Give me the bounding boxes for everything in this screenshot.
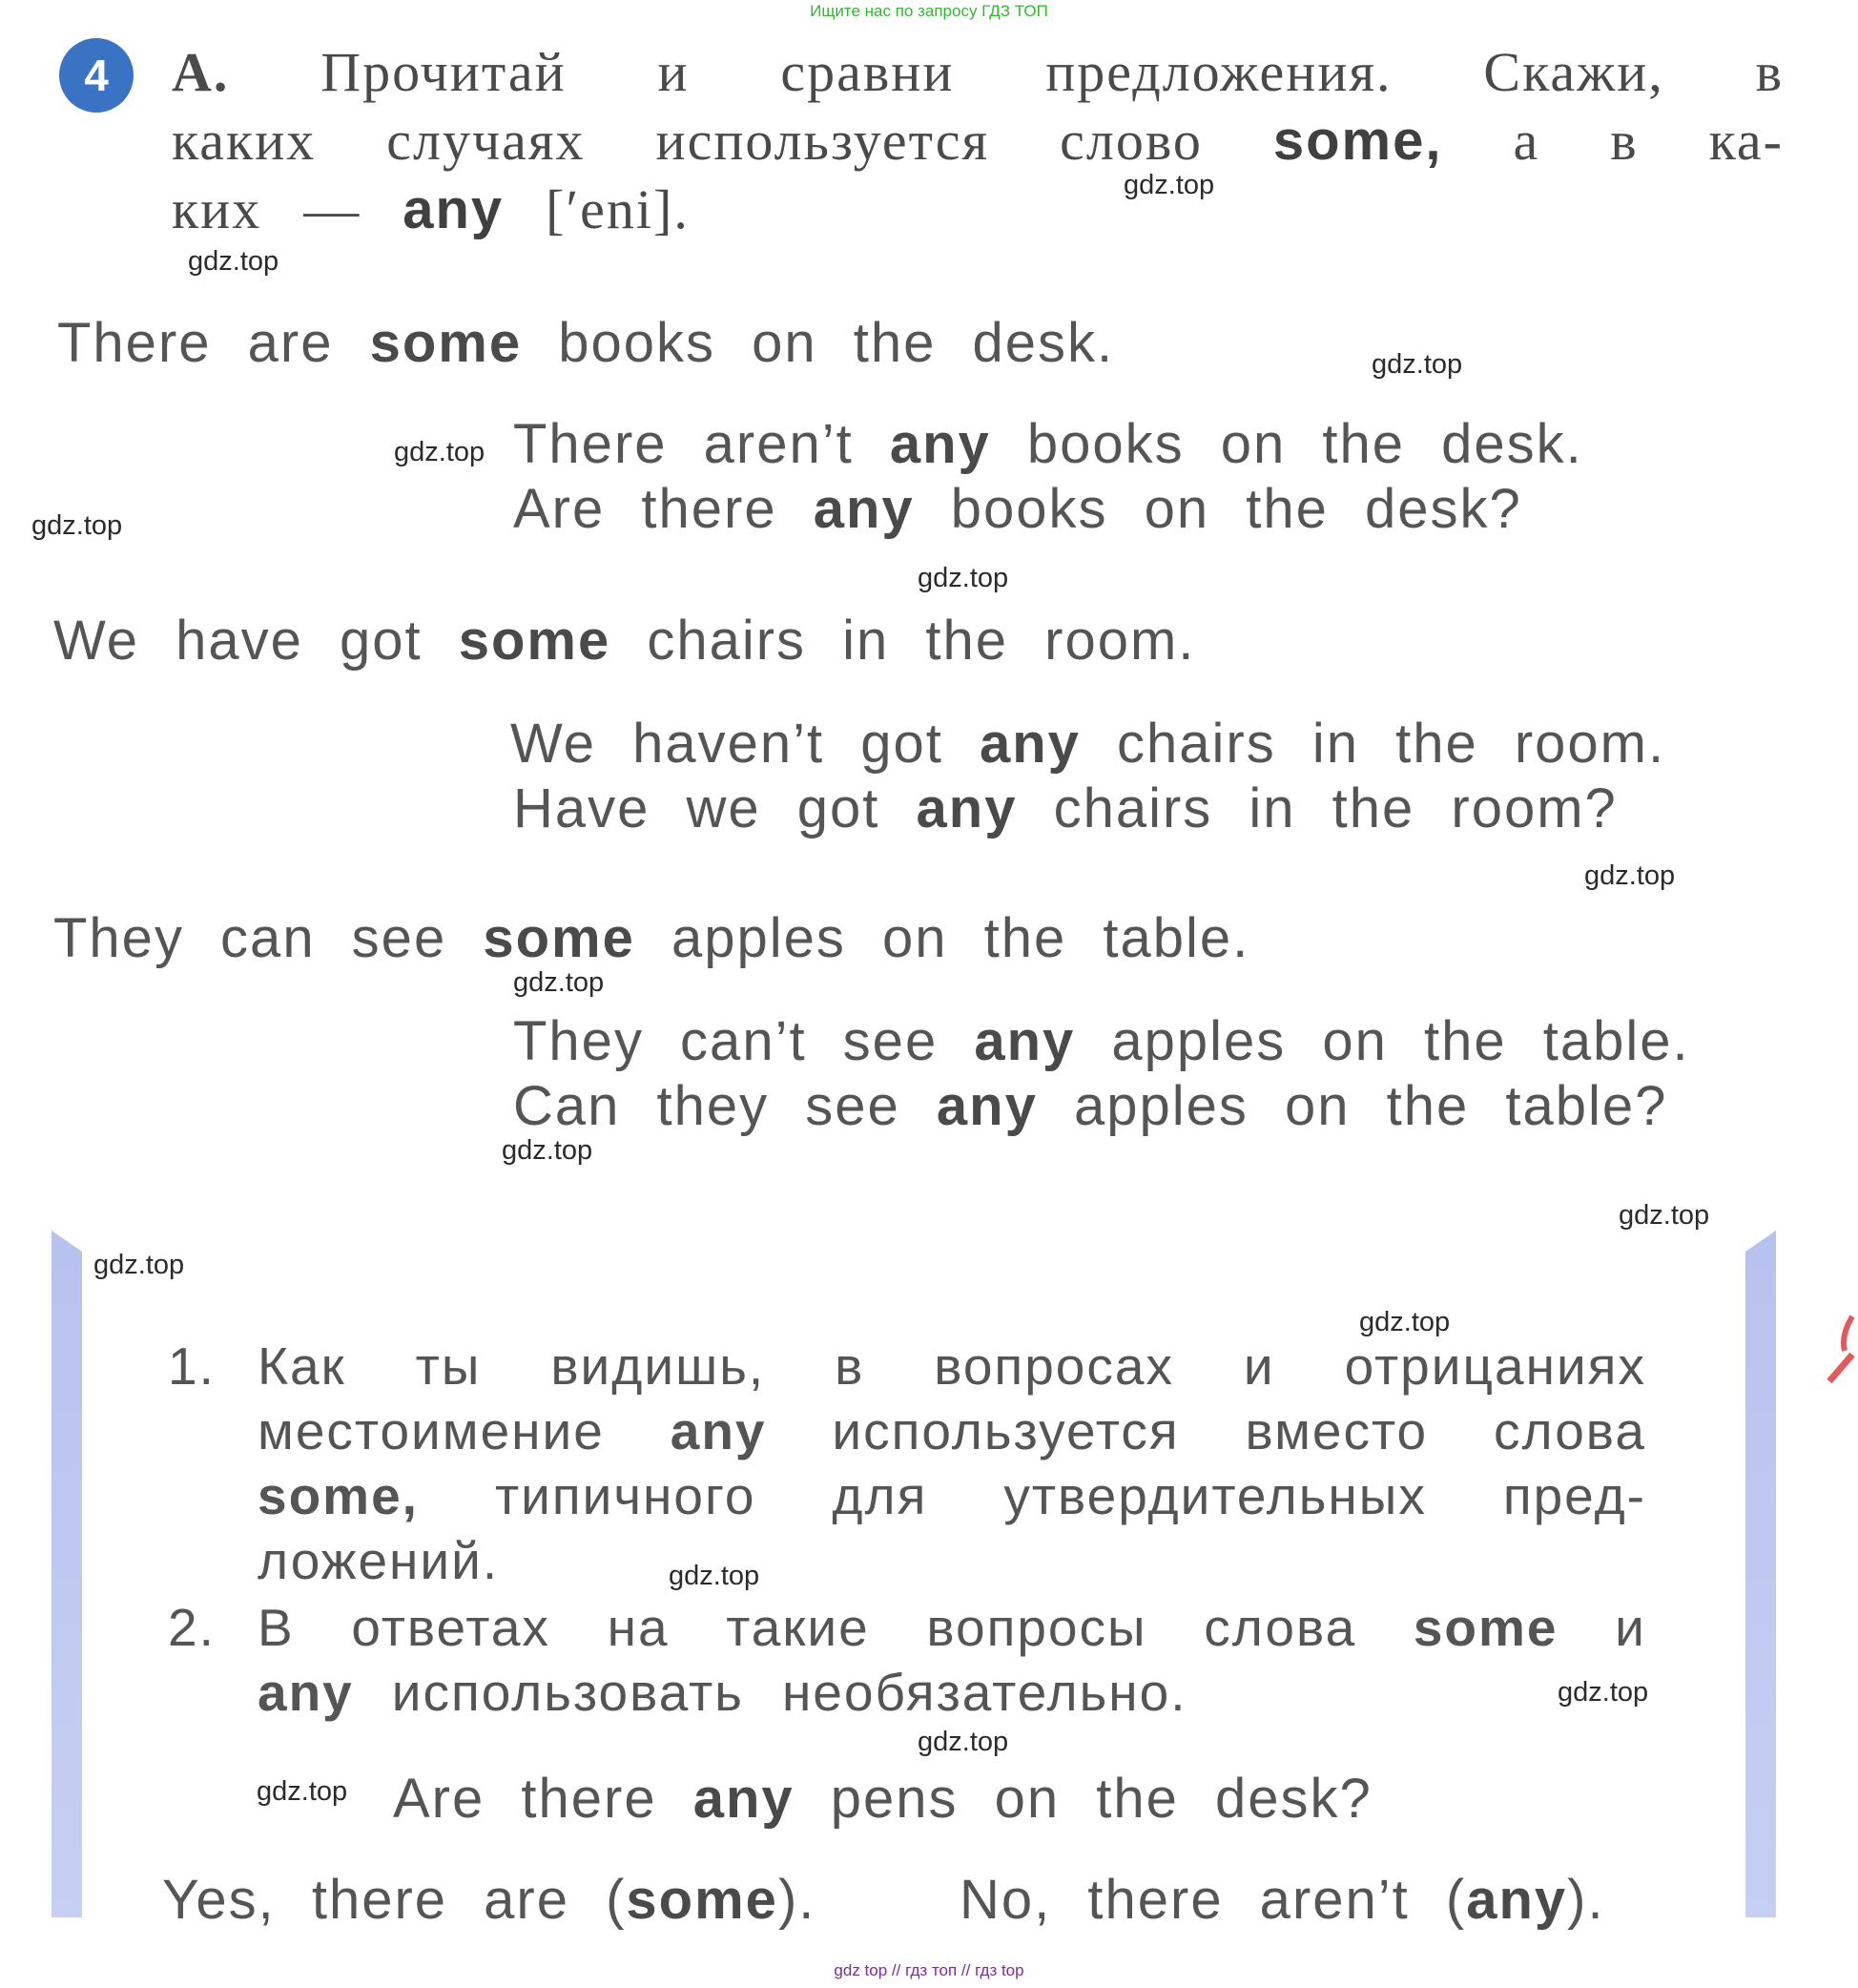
rule-word: ответах <box>351 1598 550 1657</box>
pencil-decoration-icon <box>1824 1307 1858 1393</box>
rule-word: В <box>258 1598 295 1657</box>
rule-box-left-bar <box>52 1231 82 1917</box>
task-word: Скажи, <box>1483 41 1664 103</box>
sentence-affirmative-chairs: We have got some chairs in the room. <box>53 610 1196 672</box>
watermark: gdz.top <box>1584 860 1676 891</box>
sentence-question-books: Are there any books on the desk? <box>513 478 1522 540</box>
task-word: ких <box>172 178 262 240</box>
keyword-any: any <box>1466 1869 1568 1931</box>
rule-word: вместо <box>1245 1401 1429 1460</box>
keyword-any: any <box>813 478 915 540</box>
rule-word: слова <box>1204 1598 1357 1657</box>
task-number-badge: 4 <box>59 38 134 113</box>
rule-word: местоимение <box>258 1401 605 1460</box>
rule-word: и <box>1615 1598 1646 1657</box>
rule-keyword-any: any <box>670 1401 767 1460</box>
watermark: gdz.top <box>93 1250 185 1280</box>
rule-word: типичного <box>494 1466 756 1525</box>
rule-word: Как <box>258 1336 346 1396</box>
rule-example-question: Are there any pens on the desk? <box>393 1768 1373 1830</box>
rule-word: использовать <box>391 1663 744 1722</box>
task-keyword-any: any <box>403 178 505 240</box>
keyword-any: any <box>936 1075 1038 1137</box>
header-note: Ищите нас по запросу ГДЗ ТОП <box>810 2 1048 20</box>
rule-keyword-some: some <box>1413 1598 1559 1657</box>
rule-word: и <box>1243 1336 1275 1396</box>
task-word: А. <box>172 41 230 103</box>
task-word: ка- <box>1708 110 1784 172</box>
task-word: сравни <box>780 41 955 103</box>
watermark: gdz.top <box>513 967 605 998</box>
rule-word: вопросы <box>926 1598 1147 1657</box>
keyword-some: some <box>483 907 635 969</box>
rule-word: вопросах <box>934 1336 1174 1396</box>
rule-number-2: 2. <box>168 1598 216 1657</box>
rule-word: используется <box>832 1401 1180 1460</box>
rule-keyword-any: any <box>258 1663 354 1722</box>
rule-word: слова <box>1494 1401 1646 1460</box>
task-word: — <box>303 178 361 240</box>
task-word: случаях <box>386 110 586 172</box>
rule-word: пред- <box>1502 1466 1646 1525</box>
watermark: gdz.top <box>1558 1677 1649 1708</box>
task-word: предложения. <box>1045 41 1393 103</box>
task-word: используется <box>655 110 990 172</box>
sentence-question-chairs: Have we got any chairs in the room? <box>513 777 1618 839</box>
task-word: каких <box>172 110 317 172</box>
rule-answer-no: No, there aren’t (any). <box>960 1869 1605 1931</box>
task-instruction <box>172 40 1784 246</box>
sentence-negative-books: There aren’t any books on the desk. <box>513 413 1583 475</box>
sentence-affirmative-books: There are some books on the desk. <box>57 312 1115 374</box>
task-word: и <box>657 41 690 103</box>
task-word: Прочитай <box>320 41 567 103</box>
task-word: в <box>1610 110 1639 172</box>
keyword-any: any <box>979 713 1081 775</box>
rule-number-1: 1. <box>168 1336 216 1396</box>
watermark: gdz.top <box>502 1135 593 1166</box>
watermark: gdz.top <box>257 1776 348 1807</box>
rule-text <box>168 1336 1649 1727</box>
task-transcription: [′eni]. <box>546 178 690 240</box>
rule-word: отрицаниях <box>1344 1336 1646 1396</box>
keyword-any: any <box>692 1768 795 1830</box>
rule-word: такие <box>726 1598 870 1657</box>
task-word: а <box>1513 110 1540 172</box>
keyword-some: some <box>626 1869 778 1931</box>
sentence-negative-apples: They can’t see any apples on the table. <box>513 1010 1690 1072</box>
watermark: gdz.top <box>1619 1200 1710 1231</box>
rule-word: необязательно. <box>781 1663 1187 1722</box>
rule-word: ложений. <box>258 1531 500 1590</box>
rule-word: ты <box>415 1336 482 1396</box>
footer-note: gdz top // гдз топ // гдз top <box>834 1961 1024 1979</box>
task-word: в <box>1755 41 1784 103</box>
keyword-any: any <box>974 1010 1076 1072</box>
watermark: gdz.top <box>188 246 279 277</box>
rule-word: на <box>607 1598 670 1657</box>
watermark: gdz.top <box>1124 170 1215 200</box>
watermark: gdz.top <box>669 1561 760 1591</box>
sentence-negative-chairs: We haven’t got any chairs in the room. <box>510 713 1666 775</box>
sentence-affirmative-apples: They can see some apples on the table. <box>53 907 1250 969</box>
rule-keyword-some: some, <box>258 1466 419 1525</box>
watermark: gdz.top <box>1359 1307 1451 1337</box>
rule-word: для <box>832 1466 928 1525</box>
task-keyword-some: some, <box>1272 110 1443 172</box>
rule-box-right-bar <box>1745 1231 1776 1917</box>
keyword-any: any <box>889 413 991 475</box>
task-word: слово <box>1060 110 1203 172</box>
watermark: gdz.top <box>1372 349 1463 380</box>
rule-word: в <box>835 1336 865 1396</box>
sentence-question-apples: Can they see any apples on the table? <box>513 1075 1668 1137</box>
watermark: gdz.top <box>918 1727 1009 1757</box>
rule-word: утвердительных <box>1003 1466 1427 1525</box>
keyword-any: any <box>916 777 1018 839</box>
keyword-some: some <box>369 312 523 374</box>
rule-answer-yes: Yes, there are (some). <box>162 1869 816 1931</box>
watermark: gdz.top <box>31 510 123 541</box>
rule-word: видишь, <box>550 1336 766 1396</box>
watermark: gdz.top <box>918 563 1009 593</box>
watermark: gdz.top <box>394 437 485 467</box>
keyword-some: some <box>458 610 611 672</box>
